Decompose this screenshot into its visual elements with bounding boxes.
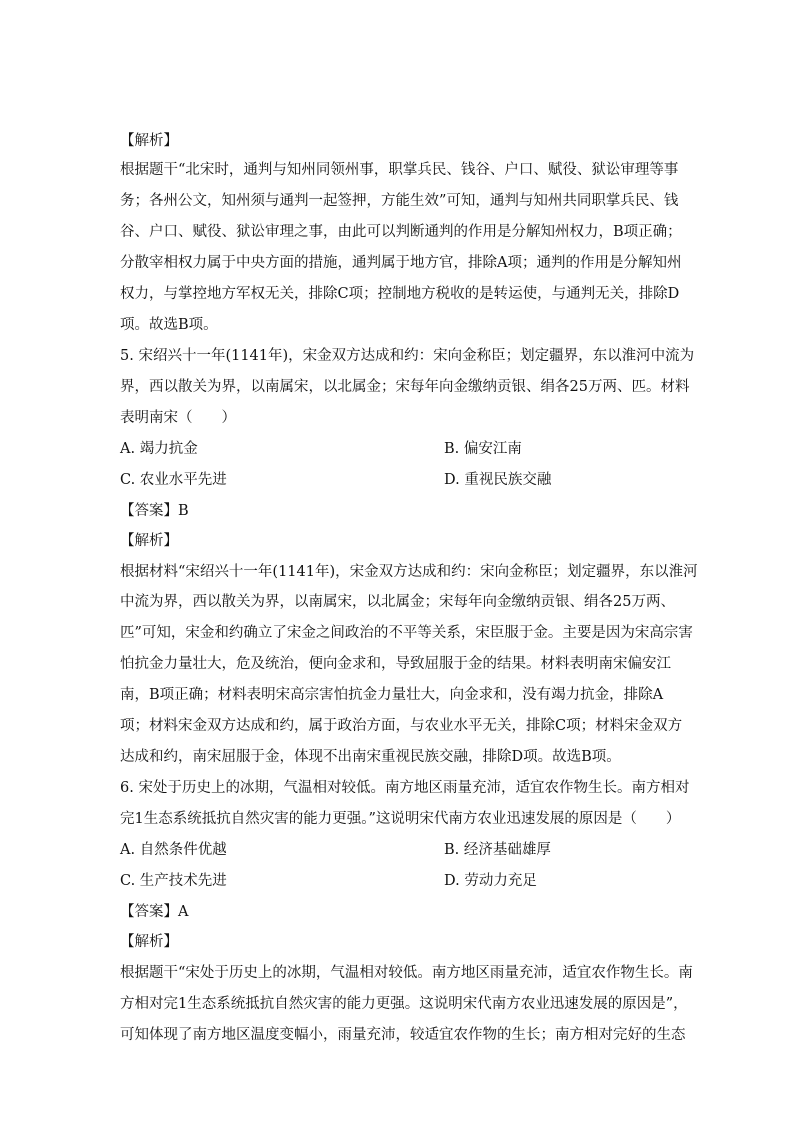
paragraph-line: 匹”可知，宋金和约确立了宋金之间政治的不平等关系，宋臣服于金。主要是因为宋高宗害 bbox=[120, 625, 693, 641]
paragraph-line: 项。故选B项。 bbox=[120, 317, 218, 333]
question-5-option-d: D. 重视民族交融 bbox=[444, 472, 552, 488]
question-5-stem: 表明南宋（ ） bbox=[120, 410, 236, 426]
question-5-stem: 5. 宋绍兴十一年(1141年)，宋金双方达成和约：宋向金称臣；划定疆界，东以淮河中流为 bbox=[120, 348, 695, 364]
paragraph-line: 项；材料宋金双方达成和约，属于政治方面，与农业水平无关，排除C项；材料宋金双方 bbox=[120, 718, 683, 734]
question-5-option-a: A. 竭力抗金 bbox=[120, 441, 198, 457]
question-6-option-c: C. 生产技术先进 bbox=[120, 873, 227, 889]
question-6-option-a: A. 自然条件优越 bbox=[120, 842, 227, 858]
question-6-option-b: B. 经济基础雄厚 bbox=[444, 842, 551, 858]
paragraph-line: 方相对完1生态系统抵抗自然灾害的能力更强。这说明宋代南方农业迅速发展的原因是”， bbox=[120, 996, 688, 1012]
question-5-option-c: C. 农业水平先进 bbox=[120, 472, 227, 488]
paragraph-line: 达成和约，南宋屈服于金，体现不出南宋重视民族交融，排除D项。故选B项。 bbox=[120, 749, 621, 765]
answer-heading: 【答案】B bbox=[120, 503, 189, 519]
question-6-stem: 6. 宋处于历史上的冰期，气温相对较低。南方地区雨量充沛，适宜农作物生长。南方相对 bbox=[120, 780, 690, 796]
paragraph-line: 中流为界，西以散关为界，以南属宋，以北属金；宋每年向金缴纳贡银、绢各25万两、 bbox=[120, 594, 675, 610]
paragraph-line: 权力，与掌控地方军权无关，排除C项；控制地方税收的是转运使，与通判无关，排除D bbox=[120, 286, 680, 302]
question-6-option-d: D. 劳动力充足 bbox=[444, 873, 537, 889]
section-heading-analysis: 【解析】 bbox=[120, 934, 178, 950]
paragraph-line: 根据材料“宋绍兴十一年(1141年)，宋金双方达成和约：宋向金称臣；划定疆界，东以淮河 bbox=[120, 564, 698, 580]
paragraph-line: 根据题干“宋处于历史上的冰期，气温相对较低。南方地区雨量充沛，适宜农作物生长。南 bbox=[120, 965, 693, 981]
paragraph-line: 可知体现了南方地区温度变幅小，雨量充沛，较适宜农作物的生长；南方相对完好的生态 bbox=[120, 1027, 686, 1043]
paragraph-line: 务；各州公文，知州须与通判一起签押，方能生效”可知，通判与知州共同职掌兵民、钱 bbox=[120, 193, 679, 209]
paragraph-line: 谷、户口、赋役、狱讼审理之事，由此可以判断通判的作用是分解知州权力，B项正确； bbox=[120, 224, 682, 240]
question-5-option-b: B. 偏安江南 bbox=[444, 441, 522, 457]
paragraph-line: 南，B项正确；材料表明宋高宗害怕抗金力量壮大，向金求和，没有竭力抗金，排除A bbox=[120, 687, 664, 703]
section-heading-analysis: 【解析】 bbox=[120, 533, 178, 549]
paragraph-line: 分散宰相权力属于中央方面的措施，通判属于地方官，排除A项；通判的作用是分解知州 bbox=[120, 255, 682, 271]
question-5-stem: 界，西以散关为界，以南属宋，以北属金；宋每年向金缴纳贡银、绢各25万两、匹。材料 bbox=[120, 379, 690, 395]
section-heading-analysis: 【解析】 bbox=[120, 133, 178, 149]
question-6-stem: 完1生态系统抵抗自然灾害的能力更强。”这说明宋代南方农业迅速发展的原因是（ ） bbox=[120, 811, 681, 827]
paragraph-line: 根据题干“北宋时，通判与知州同领州事，职掌兵民、钱谷、户口、赋役、狱讼审理等事 bbox=[120, 162, 679, 178]
paragraph-line: 怕抗金力量壮大，危及统治，便向金求和，导致屈服于金的结果。材料表明南宋偏安江 bbox=[120, 656, 671, 672]
answer-heading: 【答案】A bbox=[120, 904, 189, 920]
